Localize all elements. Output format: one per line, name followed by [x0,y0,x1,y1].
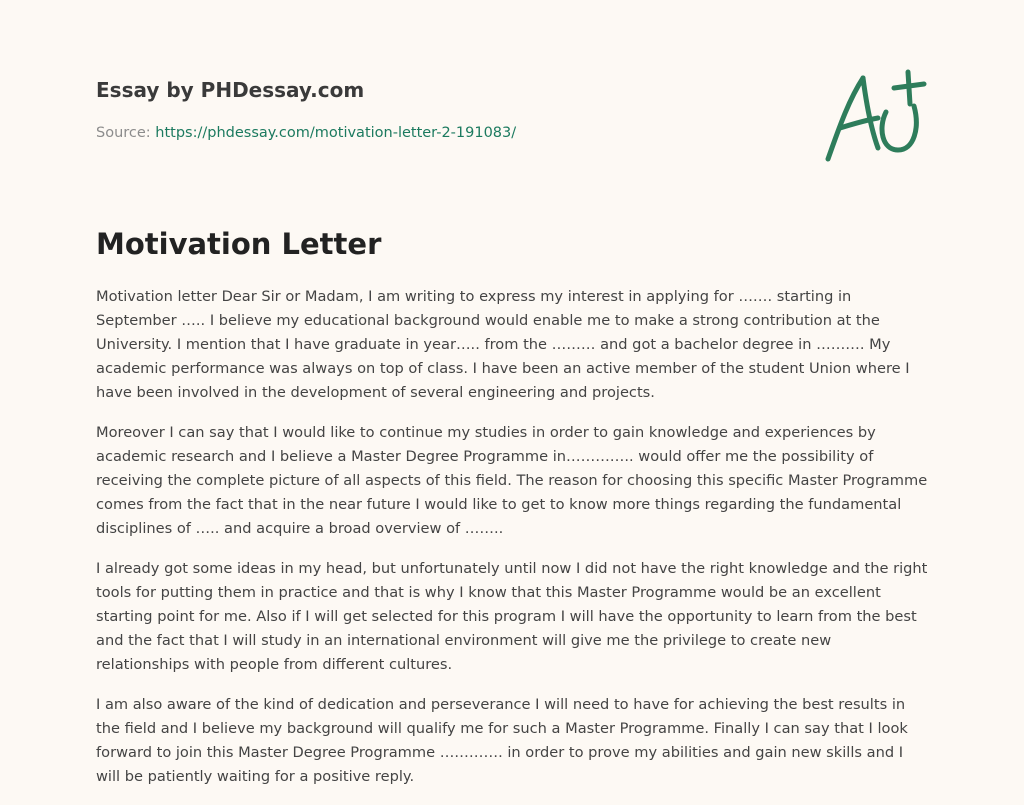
source-link[interactable]: https://phdessay.com/motivation-letter-2-191083/ [155,125,517,141]
a-plus-logo-icon [818,66,930,166]
source-line [96,123,516,143]
body-paragraph: Motivation letter Dear Sir or Madam, I am writing to express my interest in applying for ……. starting in September ….. I believe my educational background would enable me to make a strong contribution at the University. I mention that I have graduate in year….. from the ……… and got a bachelor degree in ………. My academic performance was always on top of class. I have been an active member of the student Union where I have been involved in the development of several engineering and projects. [96,288,910,401]
site-title: Essay by PHDessay.com [96,78,365,102]
body-paragraph: Moreover I can say that I would like to continue my studies in order to gain knowledge and experiences by academic research and I believe a Master Degree Programme in………….. would offer me the possibility of receiving the complete picture of all aspects of this field. The reason for choosing this specific Master Programme comes from the fact that in the near future I would like to get to know more things regarding the fundamental disciplines of ….. and acquire a broad overview of …….. [96,424,928,537]
document-body [96,285,928,805]
body-paragraph: I already got some ideas in my head, but unfortunately until now I did not have the right knowledge and the right tools for putting them in practice and that is why I know that this Master Programme would be an excellent starting point for me. Also if I will get selected for this program I will have the opportunity to learn from the best and the fact that I will study in an international environment will give me the privilege to create new relationships with people from different cultures. [96,560,928,673]
document-title: Motivation Letter [96,227,382,261]
source-label: Source: [96,125,151,141]
body-paragraph: I am also aware of the kind of dedication and perseverance I will need to have for achieving the best results in the field and I believe my background will qualify me for such a Master Programme. Finally I can say that I look forward to join this Master Degree Programme …………. in order to prove my abilities and gain new skills and I will be patiently waiting for a positive reply. [96,696,908,785]
